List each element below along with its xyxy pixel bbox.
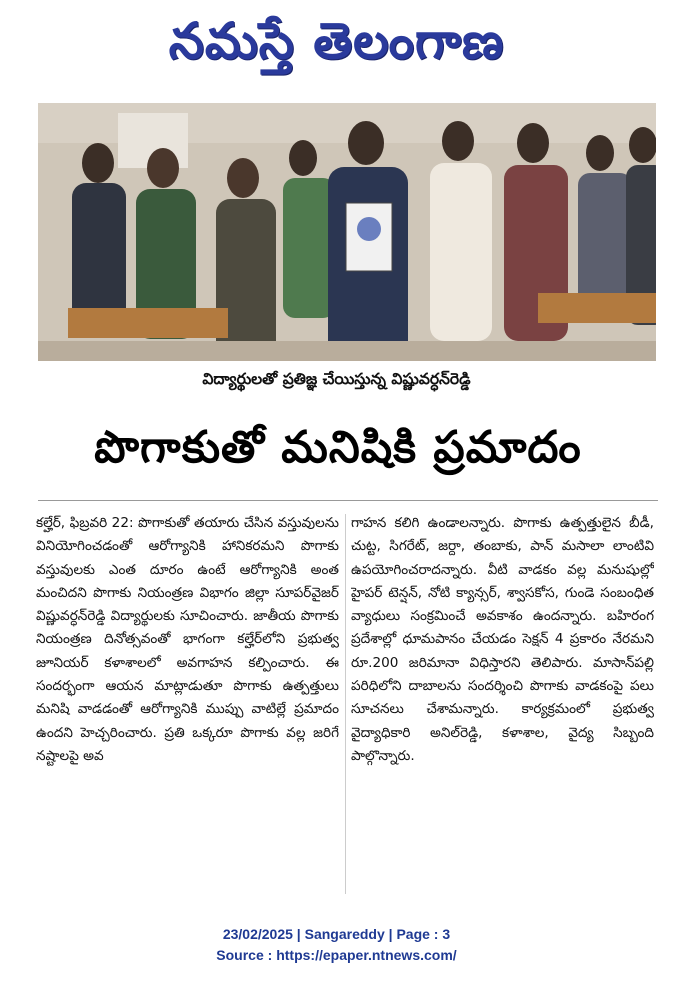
photo-bench-left xyxy=(68,308,228,338)
footer-source[interactable]: Source : https://epaper.ntnews.com/ xyxy=(216,947,457,963)
photo-bench-right xyxy=(538,293,656,323)
headline-divider xyxy=(38,500,658,501)
article-column-2: గాహన కలిగి ఉండాలన్నారు. పొగాకు ఉత్పత్తులైన బీడీ, చుట్ట, సిగరేట్, జర్దా, తంబాకు, పాన్ మసాలా లాంటివి ఉపయోగించరాదన్నారు. వీటి వాడకం వల్ల మనుషుల్లో హైపర్ టెన్షన్, నోటి క్యాన్సర్, శ్వాసకోస, గుండె సంబంధిత వ్యాధులు సంక్రమించే అవకాశం ఉందన్నారు. బహిరంగ ప్రదేశాల్లో ధూమపానం చేయడం సెక్షన్ 4 ప్రకారం నేరమని రూ.200 జరిమానా విధిస్తారని తెలిపారు. మాసాన్‌పల్లి పరిధిలోని దాబాలను సందర్శించి పొగాకు వాడకంపై పలు సూచనలు చేశామన్నారు. కార్యక్రమంలో ప్రభుత్వ వైద్యాధికారి అనిల్‌రెడ్డి, కళాశాల, వైద్య సిబ్బంది పాల్గొన్నారు. xyxy=(351,515,654,764)
article-column-1: కల్హేర్, ఫిబ్రవరి 22: పొగాకుతో తయారు చేసిన వస్తువులను వినియోగించడంతో ఆరోగ్యానికి హానికరమని పొగాకు వస్తువులకు ఎంత దూరం ఉంటే ఆరోగ్యానికి అంత మంచిదని పొగాకు నియంత్రణ విభాగం జిల్లా సూపర్‌వైజర్ విష్ణువర్ధన్‌రెడ్డి విద్యార్థులకు సూచించారు. జాతీయ పొగాకు నియంత్రణ దినోత్సవంతో భాగంగా కల్హేర్‌లోని ప్రభుత్వ జూనియర్ కళాశాలలో అవగాహన కల్పించారు. ఈ సందర్భంగా ఆయన మాట్లాడుతూ పొగాకు ఉత్పత్తులు మనిషి వాడడంతో ఆరోగ్యానికి ముప్పు వాటిల్లే ప్రమాదం ఉందని హెచ్చరించారు. ప్రతి ఒక్కరూ పొగాకు వల్ల జరిగే నష్టాలపై అవ xyxy=(36,515,339,764)
column-divider xyxy=(345,514,346,894)
news-photo xyxy=(38,103,656,361)
students-pledge-photo xyxy=(38,103,656,361)
article-body xyxy=(36,512,654,896)
article-headline: పొగాకుతో మనిషికి ప్రమాదం xyxy=(94,421,582,473)
photo-caption: విద్యార్థులతో ప్రతిజ్ఞ చేయిస్తున్న విష్ణువర్ధన్‌రెడ్డి xyxy=(202,370,471,388)
photo-floor xyxy=(38,341,656,361)
newspaper-logo-title: నమస్తే తెలంగాణ xyxy=(168,12,505,70)
footer-date-edition: 23/02/2025 | Sangareddy | Page : 3 xyxy=(222,926,451,942)
masthead xyxy=(0,0,673,95)
page-footer xyxy=(0,924,673,966)
